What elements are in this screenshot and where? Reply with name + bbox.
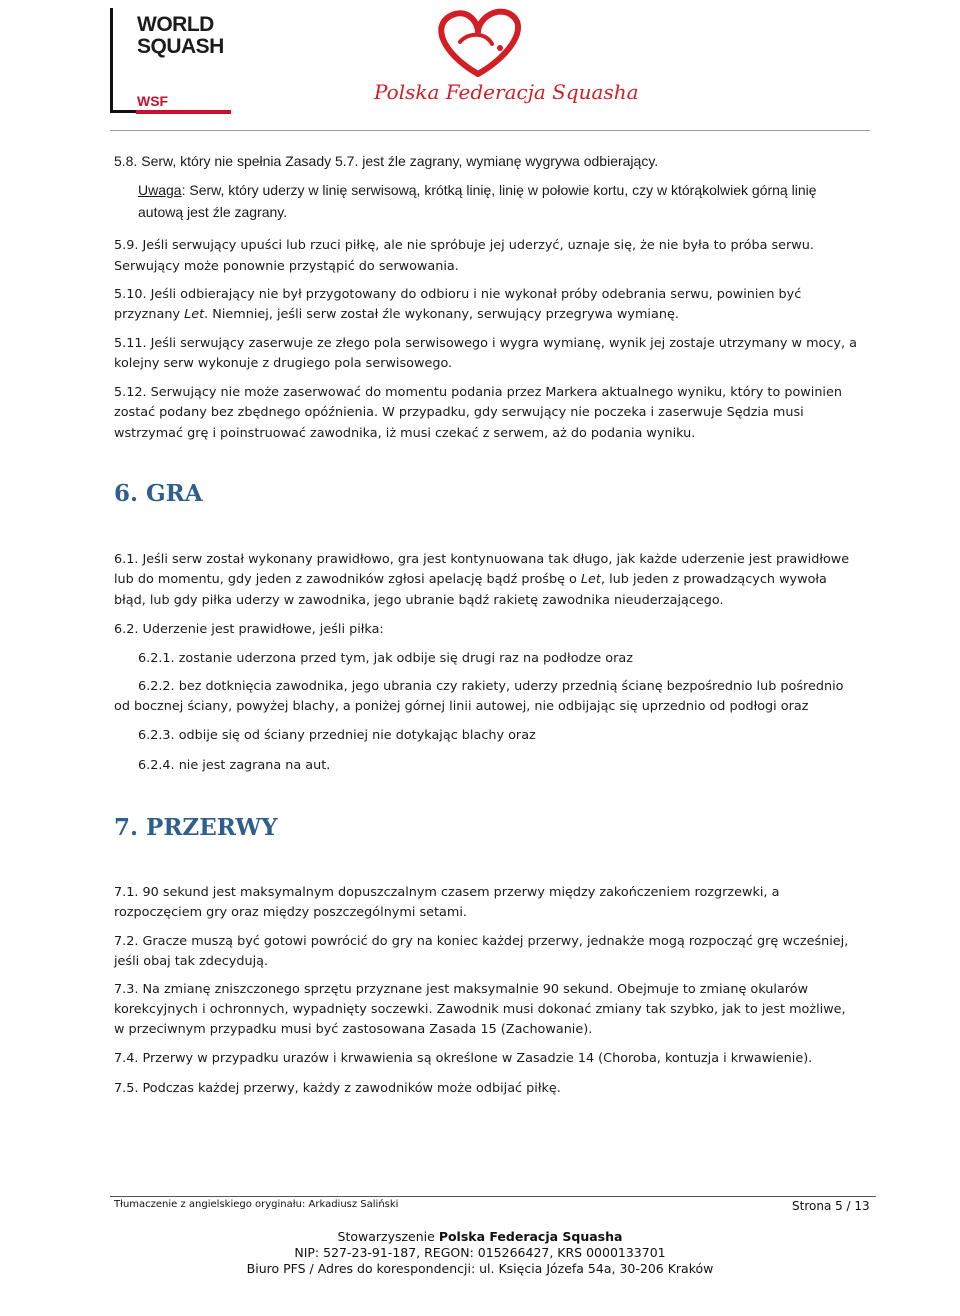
note-label: Uwaga [138,182,182,198]
rule-5-11-line2: kolejny serw wykonuje z drugiego pola serwisowego. [114,356,453,371]
translation-credit: Tłumaczenie z angielskiego oryginału: Arkadiusz Saliński [114,1199,399,1210]
org-ids-line: NIP: 527-23-91-187, REGON: 015266427, KRS 0000133701 [294,1245,666,1260]
org-name-line: Stowarzyszenie Polska Federacja Squasha [337,1229,623,1244]
page-number: Strona 5 / 13 [792,1199,870,1213]
rule-5-12-line3: wstrzymać grę i poinstruować zawodnika, iż musi czekać z serwem, aż do podania wyniku. [114,426,696,441]
rule-6-2-1: 6.2.1. zostanie uderzona przed tym, jak odbije się drugi raz na podłodze oraz [138,651,633,666]
heading-6-gra: 6. GRA [114,480,203,507]
heart-squash-icon [360,2,600,82]
rule-5-8-note: Uwaga: Serw, który uderzy w linię serwisową, krótką linię, linię w połowie kortu, czy w którąkolwiek górną linię [138,182,817,198]
org-address-line: Biuro PFS / Adres do korespondencji: ul. Księcia Józefa 54a, 30-206 Kraków [246,1261,714,1276]
rule-5-10-line1: 5.10. Jeśli odbierający nie był przygotowany do odbioru i nie wykonał próby odebrania serwu, powinien być [114,287,802,302]
rule-6-2: 6.2. Uderzenie jest prawidłowe, jeśli piłka: [114,622,384,637]
rule-7-2-line1: 7.2. Gracze muszą być gotowi powrócić do gry na koniec każdej przerwy, jednakże mogą rozpocząć grę wcześniej, [114,934,849,949]
pfs-logo-text: Polska Federacja Squasha [374,80,639,104]
rule-7-5: 7.5. Podczas każdej przerwy, każdy z zawodników może odbijać piłkę. [114,1081,561,1096]
rule-7-1-line1: 7.1. 90 sekund jest maksymalnym dopuszczalnym czasem przerwy między zakończeniem rozgrzewki, a [114,885,780,900]
world-squash-logo [110,8,230,118]
rule-6-1-line3: błąd, lub gdy piłka uderzy w zawodnika, jego ubranie bądź rakietę zawodnika nieuderzającego. [114,593,724,608]
rule-7-4: 7.4. Przerwy w przypadku urazów i krwawienia są określone w Zasadzie 14 (Choroba, kontuzja i krwawienie). [114,1051,813,1066]
rule-5-11-line1: 5.11. Jeśli serwujący zaserwuje ze złego pola serwisowego i wygra wymianę, wynik jej zostaje utrzymany w mocy, a [114,336,857,351]
rule-6-2-3: 6.2.3. odbije się od ściany przedniej nie dotykając blachy oraz [138,728,536,743]
rule-5-9-line1: 5.9. Jeśli serwujący upuści lub rzuci piłkę, ale nie spróbuje jej uderzyć, uznaje się, że nie była to próba serwu. [114,238,814,253]
rule-7-3-line3: w przeciwnym przypadku musi być zastosowana Zasada 15 (Zachowanie). [114,1022,593,1037]
rule-7-2-line2: jeśli obaj tak zdecydują. [114,954,269,969]
rule-7-1-line2: rozpoczęciem gry oraz między poszczególnymi setami. [114,905,467,920]
header-divider [110,130,870,131]
footer-divider [110,1196,876,1197]
rule-6-2-2-line1: 6.2.2. bez dotknięcia zawodnika, jego ubrania czy rakiety, uderzy przednią ścianę bezpośrednio lub pośrednio [138,679,844,694]
rule-6-2-2-line2: od bocznej ściany, powyżej blachy, a poniżej górnej linii autowej, nie odbijając się uprzednio od podłogi oraz [114,699,809,714]
rule-6-2-4: 6.2.4. nie jest zagrana na aut. [138,758,331,773]
logo-line-world: WORLD [137,13,214,36]
logo-line-squash: SQUASH [137,35,224,58]
logo-wsf: WSF [137,93,169,109]
rule-5-8: 5.8. Serw, który nie spełnia Zasady 5.7. jest źle zagrany, wymianę wygrywa odbierający. [114,153,659,169]
rule-5-12-line2: zostać podany bez zbędnego opóźnienia. W przypadku, gdy serwujący nie poczeka i zaserwuje Sędzia musi [114,405,804,420]
heading-7-przerwy: 7. PRZERWY [114,814,278,841]
rule-6-1-line1: 6.1. Jeśli serw został wykonany prawidłowo, gra jest kontynuowana tak długo, jak każde uderzenie jest prawidłowe [114,552,850,567]
rule-5-8-note-cont: autową jest źle zagrany. [138,204,288,220]
rule-6-1-line2: lub do momentu, gdy jeden z zawodników zgłosi apelację bądź prośbę o Let, lub jeden z prowadzących wywoła [114,572,827,587]
rule-5-10-line2: przyznany Let. Niemniej, jeśli serw został źle wykonany, serwujący przegrywa wymianę. [114,307,679,322]
rule-7-3-line1: 7.3. Na zmianę zniszczonego sprzętu przyznane jest maksymalnie 90 sekund. Obejmuje to zmianę okularów [114,982,809,997]
pfs-logo [360,2,639,122]
rule-5-9-line2: Serwujący może ponownie przystąpić do serwowania. [114,259,459,274]
rule-5-12-line1: 5.12. Serwujący nie może zaserwować do momentu podania przez Markera aktualnego wyniku, który to powinien [114,385,842,400]
rule-7-3-line2: korekcyjnych i ochronnych, wypadnięty soczewki. Zawodnik musi dokonać zmiany tak szybko, jak to jest możliwe, [114,1002,846,1017]
